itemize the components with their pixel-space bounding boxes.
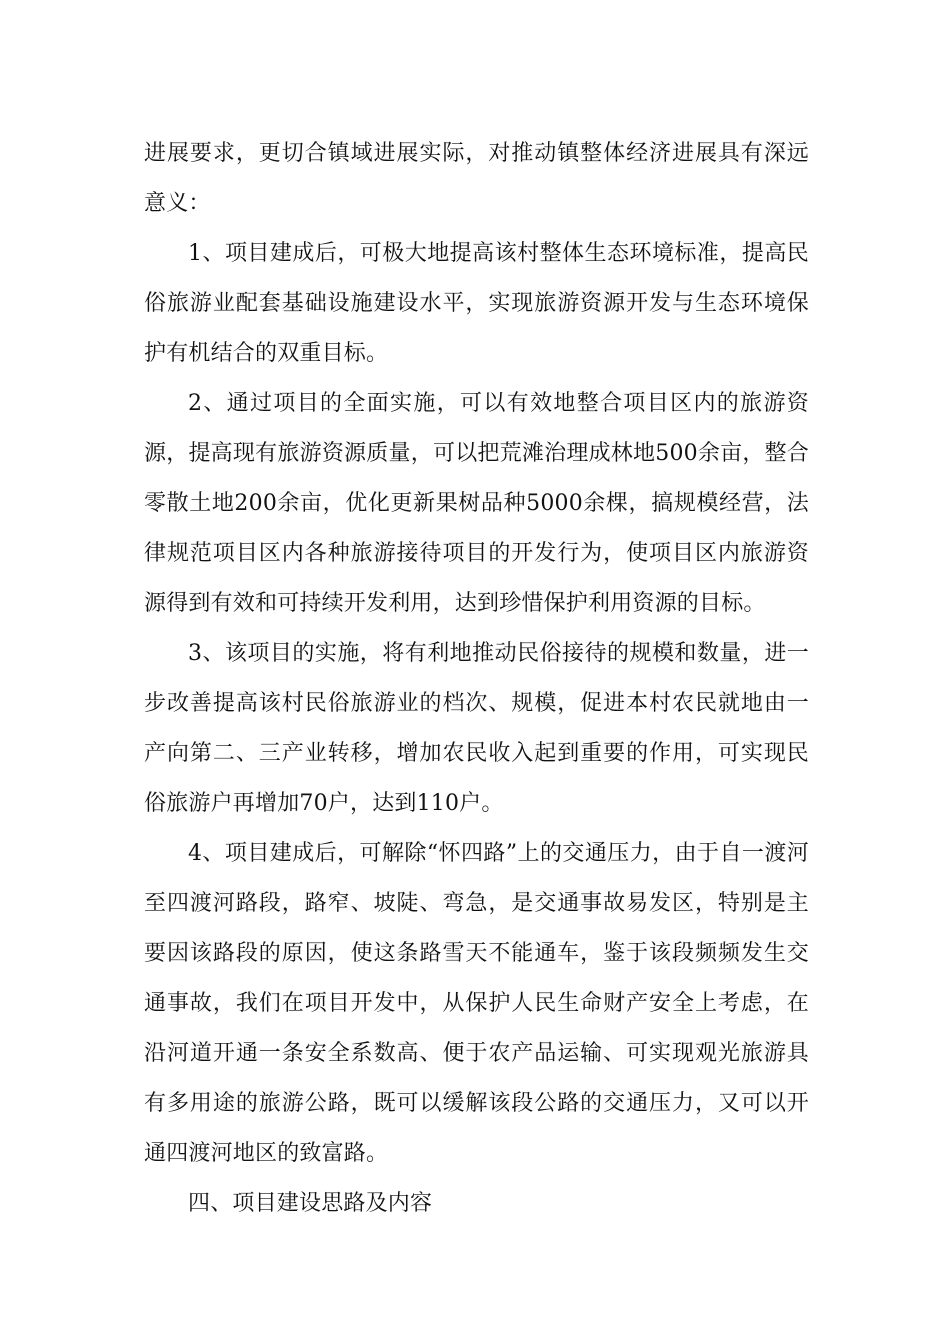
paragraph-item-2: 2、通过项目的全面实施，可以有效地整合项目区内的旅游资源，提高现有旅游资源质量，可以把荒滩治理成林地500余亩，整合零散土地200余亩，优化更新果树品种5000余棵，搞规模经营，法律规范项目区内各种旅游接待项目的开发行为，使项目区内旅游资源得到有效和可持续开发利用，达到珍惜保护利用资源的目标。 (144, 391, 809, 616)
paragraph-item-3: 3、该项目的实施，将有利地推动民俗接待的规模和数量，进一步改善提高该村民俗旅游业的档次、规模，促进本村农民就地由一产向第二、三产业转移，增加农民收入起到重要的作用，可实现民俗旅游户再增加70户，达到110户。 (144, 641, 809, 816)
paragraph-item-1: 1、项目建成后，可极大地提高该村整体生态环境标准，提高民俗旅游业配套基础设施建设水平，实现旅游资源开发与生态环境保护有机结合的双重目标。 (144, 241, 809, 366)
paragraph-intro-continuation: 进展要求，更切合镇域进展实际，对推动镇整体经济进展具有深远意义： (144, 141, 809, 216)
document-body (144, 129, 809, 1229)
paragraph-item-4: 4、项目建成后，可解除“怀四路”上的交通压力，由于自一渡河至四渡河路段，路窄、坡陡、弯急，是交通事故易发区，特别是主要因该路段的原因，使这条路雪天不能通车，鉴于该段频频发生交通事故，我们在项目开发中，从保护人民生命财产安全上考虑，在沿河道开通一条安全系数高、便于农产品运输、可实现观光旅游具有多用途的旅游公路，既可以缓解该段公路的交通压力，又可以开通四渡河地区的致富路。 (144, 841, 809, 1166)
section-heading: 四、项目建设思路及内容 (188, 1191, 433, 1216)
